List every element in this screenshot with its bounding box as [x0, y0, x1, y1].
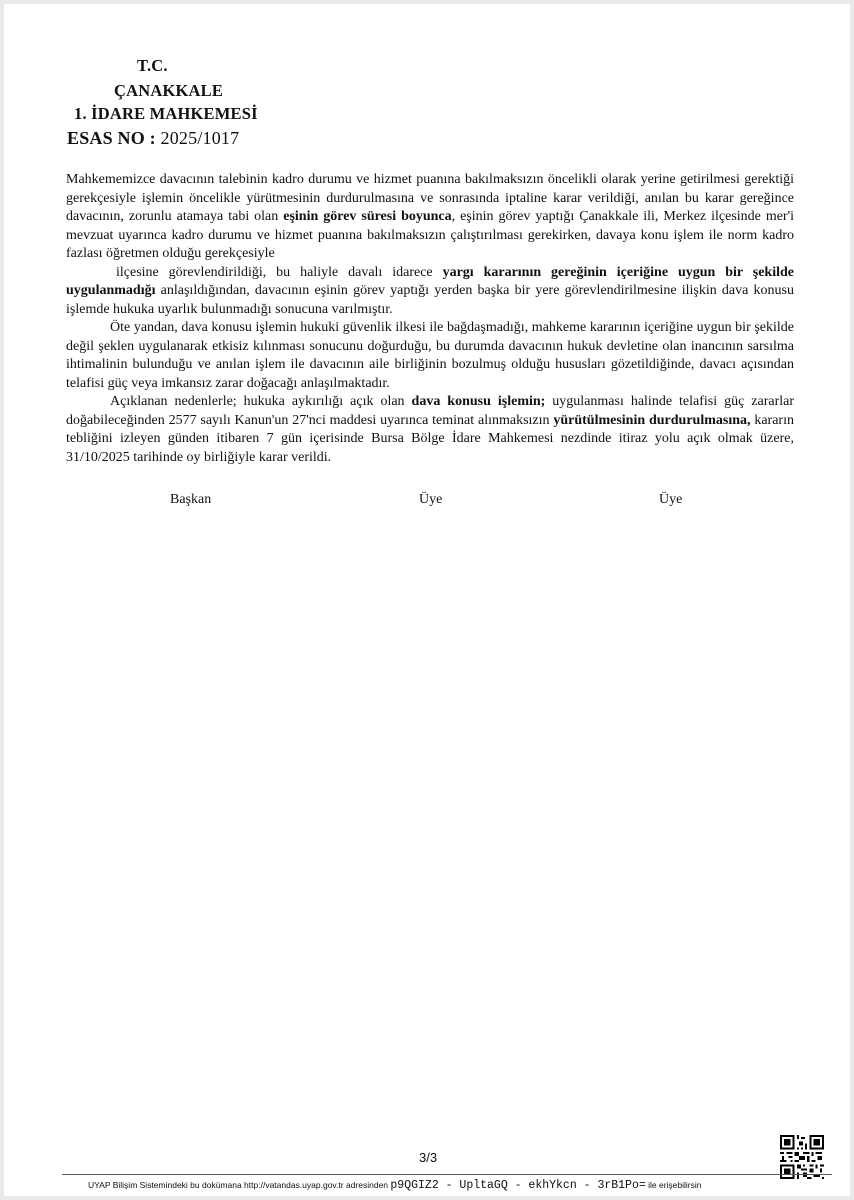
p1-text-c: , eşinin görev yaptığı Çanakkale ili, Merkez ilçesinde mer'i mevzuat uyarınca kadro durumu ve hizmet puanına bakılmaksızın çalıştırılması gerekirken, davaya konu işlem ile norm kadro fazlası öğretmen olduğu gerekçesiyle: [66, 209, 795, 261]
p4-text-c: uygulanması halinde telafisi güç zararlar doğabileceğinden 2577 sayılı Kanun'un 27'nci maddesi uyarınca teminat alınmaksızın: [66, 394, 795, 428]
signature-president: Başkan: [170, 492, 212, 507]
footer-verification: [88, 1179, 702, 1192]
header-tc: T.C.: [137, 56, 168, 75]
esas-label: ESAS NO :: [67, 128, 156, 148]
qr-code-icon: [780, 1135, 824, 1179]
header-court: 1. İDARE MAHKEMESİ: [74, 104, 258, 123]
esas-number: 2025/1017: [160, 128, 240, 148]
p4-bold-1: dava konusu işlemin;: [411, 394, 546, 409]
p4-text-e: kararın tebliğini izleyen günden itibaren 7 gün içerisinde Bursa Bölge İdare Mahkemesi nezdinde itiraz yolu açık olmak üzere, 31/10/2025 tarihinde oy birliğiyle karar verildi.: [66, 412, 794, 465]
verification-code: p9QGIZ2 - UpltaGQ - ekhYkcn - 3rB1Po=: [390, 1179, 646, 1192]
p2-bold: yargı kararının gereğinin içeriğine uygun bir şekilde uygulanmadığı: [66, 264, 794, 298]
decision-body: [66, 171, 794, 467]
header-city: ÇANAKKALE: [114, 81, 224, 100]
footer-prefix: UYAP Bilişim Sistemindeki bu dokümana http://vatandas.uyap.gov.tr adresinden: [88, 1180, 389, 1190]
signature-member-2: Üye: [659, 492, 683, 507]
signature-member-1: Üye: [419, 492, 443, 507]
paragraph-2: [66, 264, 794, 320]
p4-bold-2: yürütülmesinin durdurulmasına,: [553, 412, 751, 428]
p2-text-a: ilçesine görevlendirildiği, bu haliyle davalı idarece: [116, 264, 443, 280]
footer-suffix: ile erişebilirsin: [648, 1180, 702, 1190]
paragraph-4: [66, 393, 794, 467]
paragraph-1: [66, 171, 794, 264]
header-esas: [67, 128, 239, 149]
p4-text-a: Açıklanan nedenlerle; hukuka aykırılığı açık olan: [110, 394, 412, 409]
paragraph-3: Öte yandan, dava konusu işlemin hukuki güvenlik ilkesi ile bağdaşmadığı, mahkeme kararının içeriğine uygun bir şekilde değil şeklen uygulanarak etkisiz kılınması sonucunu doğurduğu, bu durumda davacının hukuk devletine olan inancının sarsılma ihtimalinin bulunduğu ve anılan işlem ile davacının aile birliğinin bozulmuş olduğu hususları gözetildiğinde, davacı açısından telafisi güç veya imkansız zarar doğacağı anlaşılmaktadır.: [66, 320, 794, 391]
p2-text-c: anlaşıldığından, davacının eşinin görev yaptığı yerden başka bir yere görevlendirilmesine ilişkin dava konusu işlemde hukuka uyarlık bulunmadığı sonucuna varılmıştır.: [66, 283, 794, 317]
footer-divider: [62, 1174, 832, 1175]
p1-text-a: Mahkememizce davacının talebinin kadro durumu ve hizmet puanına bakılmaksızın öncelikli olarak yerine getirilmesi gerektiği gerekçesiyle işlemin öncelikle yürütmesinin durdurulmasına ve sonrasında iptaline karar verildiği, anılan bu karar gereğince davacının, zorunlu atamaya tabi olan: [66, 172, 794, 224]
document-page: [4, 4, 850, 1196]
page-number: 3/3: [419, 1150, 438, 1165]
p1-bold: eşinin görev süresi boyunca: [283, 209, 452, 224]
